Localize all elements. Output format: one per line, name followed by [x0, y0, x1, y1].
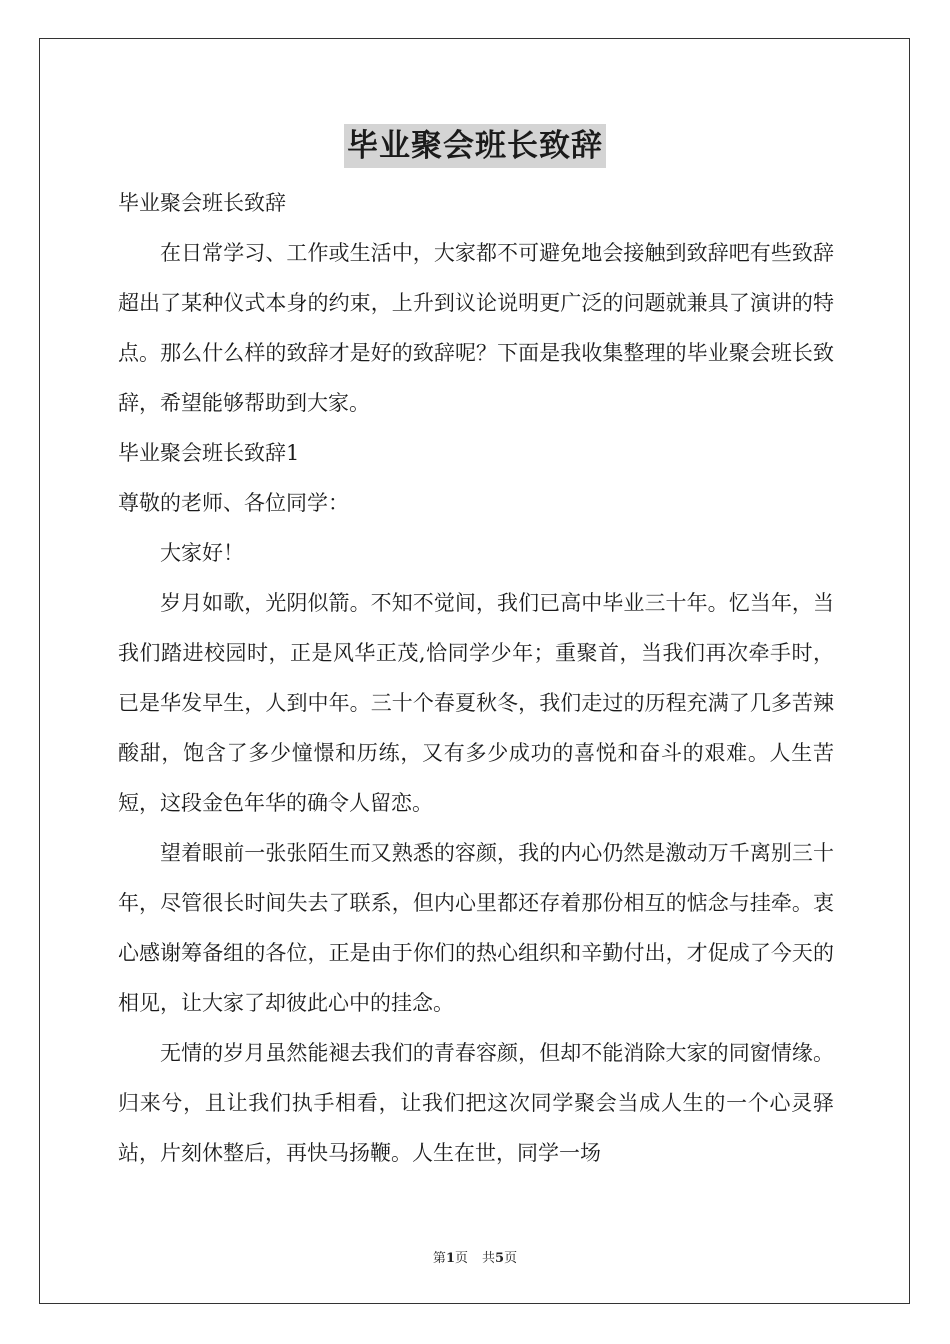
salutation: 尊敬的老师、各位同学： [118, 491, 349, 515]
page-number: 1 [445, 1251, 455, 1266]
title-container [0, 124, 950, 168]
page-footer [0, 1247, 950, 1266]
section-heading: 毕业聚会班长致辞1 [118, 441, 300, 465]
total-suffix: 页 [504, 1251, 518, 1266]
intro-paragraph: 在日常学习、工作或生活中，大家都不可避免地会接触到致辞吧有些致辞超出了某种仪式本身的约束，上升到议论说明更广泛的问题就兼具了演讲的特点。那么什么样的致辞才是好的致辞呢？下面是我收集整理的毕业聚会班长致辞，希望能够帮助到大家。 [118, 241, 834, 415]
body-paragraph: 无情的岁月虽然能褪去我们的青春容颜，但却不能消除大家的同窗情缘。归来兮，且让我们执手相看，让我们把这次同学聚会当成人生的一个心灵驿站，片刻休整后，再快马扬鞭。人生在世，同学一场 [118, 1041, 834, 1165]
total-pages: 5 [495, 1251, 505, 1266]
document-body [118, 178, 834, 1178]
page-suffix: 页 [454, 1251, 468, 1266]
greeting: 大家好！ [160, 541, 244, 565]
body-paragraph: 望着眼前一张张陌生而又熟悉的容颜，我的内心仍然是激动万千离别三十年，尽管很长时间失去了联系，但内心里都还存着那份相互的惦念与挂牵。衷心感谢筹备组的各位，正是由于你们的热心组织和辛勤付出，才促成了今天的相见，让大家了却彼此心中的挂念。 [118, 841, 834, 1015]
total-prefix: 共 [482, 1251, 496, 1266]
body-paragraph: 岁月如歌，光阴似箭。不知不觉间，我们已高中毕业三十年。忆当年，当我们踏进校园时，正是风华正茂,恰同学少年；重聚首，当我们再次牵手时，已是华发早生，人到中年。三十个春夏秋冬，我们走过的历程充满了几多苦辣酸甜，饱含了多少憧憬和历练，又有多少成功的喜悦和奋斗的艰难。人生苦短，这段金色年华的确令人留恋。 [118, 591, 834, 815]
document-title: 毕业聚会班长致辞 [344, 124, 606, 168]
subtitle-line: 毕业聚会班长致辞 [118, 191, 286, 215]
page-prefix: 第 [432, 1251, 446, 1266]
